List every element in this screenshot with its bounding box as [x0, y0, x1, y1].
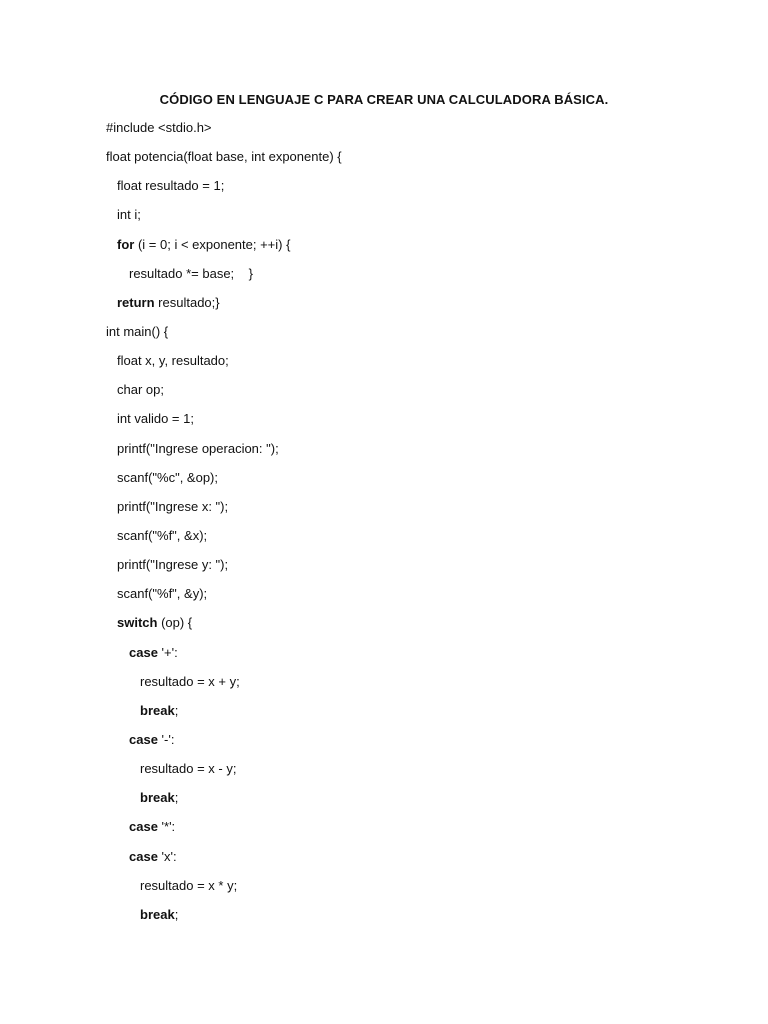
code-line [106, 352, 726, 381]
code-text: scanf("%c", &op); [117, 469, 218, 485]
code-line [106, 702, 726, 731]
code-line [106, 906, 726, 935]
code-line [106, 789, 726, 818]
code-line [106, 410, 726, 439]
code-text: #include <stdio.h> [106, 120, 212, 135]
code-keyword: case [129, 731, 158, 747]
code-text: '+': [157, 644, 178, 660]
code-line [106, 294, 726, 323]
code-text: scanf("%f", &y); [117, 586, 208, 602]
code-line [106, 556, 726, 585]
code-text: printf("Ingrese x: "); [117, 498, 229, 514]
code-text: printf("Ingrese y: "); [117, 557, 229, 573]
code-text: char op; [117, 382, 164, 398]
code-line [106, 206, 726, 235]
code-keyword: case [129, 848, 158, 864]
code-keyword: switch [117, 615, 158, 631]
code-line [106, 119, 726, 148]
code-line [106, 148, 726, 177]
code-text: resultado = x - y; [140, 761, 237, 777]
code-line [106, 818, 726, 847]
code-text: (op) { [157, 615, 193, 631]
code-line [106, 848, 726, 877]
code-text: resultado *= base; } [129, 265, 253, 281]
code-text: ; [174, 790, 179, 806]
code-keyword: break [140, 702, 175, 718]
code-line [106, 585, 726, 614]
code-text: resultado = x + y; [140, 673, 240, 689]
code-line [106, 614, 726, 643]
code-text: 'x': [157, 848, 177, 864]
code-line [106, 731, 726, 760]
code-text: '-': [157, 731, 175, 747]
code-text: printf("Ingrese operacion: "); [117, 440, 279, 456]
code-line [106, 760, 726, 789]
code-text: int i; [117, 207, 141, 223]
code-text: float potencia(float base, int exponente) { [106, 149, 342, 165]
code-text: int main() { [106, 323, 169, 339]
document-title: CÓDIGO EN LENGUAJE C PARA CREAR UNA CALCULADORA BÁSICA. [159, 92, 609, 107]
code-line [106, 877, 726, 906]
code-line [106, 323, 726, 352]
code-line [106, 498, 726, 527]
code-keyword: break [140, 790, 175, 806]
code-line [106, 469, 726, 498]
code-text: ; [174, 702, 179, 718]
code-text: int valido = 1; [117, 411, 194, 427]
code-keyword: case [129, 644, 158, 660]
code-keyword: case [129, 819, 158, 835]
code-line [106, 381, 726, 410]
code-line [106, 236, 726, 265]
code-line [106, 177, 726, 206]
code-line [106, 440, 726, 469]
code-keyword: return [117, 294, 155, 310]
code-line [106, 265, 726, 294]
code-text: '*': [157, 819, 176, 835]
code-text: resultado = x * y; [140, 877, 238, 893]
code-text: (i = 0; i < exponente; ++i) { [134, 236, 291, 252]
code-line [106, 644, 726, 673]
code-keyword: for [117, 236, 135, 252]
code-line [106, 673, 726, 702]
code-text: resultado;} [154, 294, 220, 310]
code-text: ; [174, 906, 179, 922]
code-block [106, 119, 726, 935]
code-text: float resultado = 1; [117, 178, 225, 194]
code-text: scanf("%f", &x); [117, 527, 208, 543]
code-keyword: break [140, 906, 175, 922]
code-line [106, 527, 726, 556]
code-text: float x, y, resultado; [117, 353, 229, 369]
